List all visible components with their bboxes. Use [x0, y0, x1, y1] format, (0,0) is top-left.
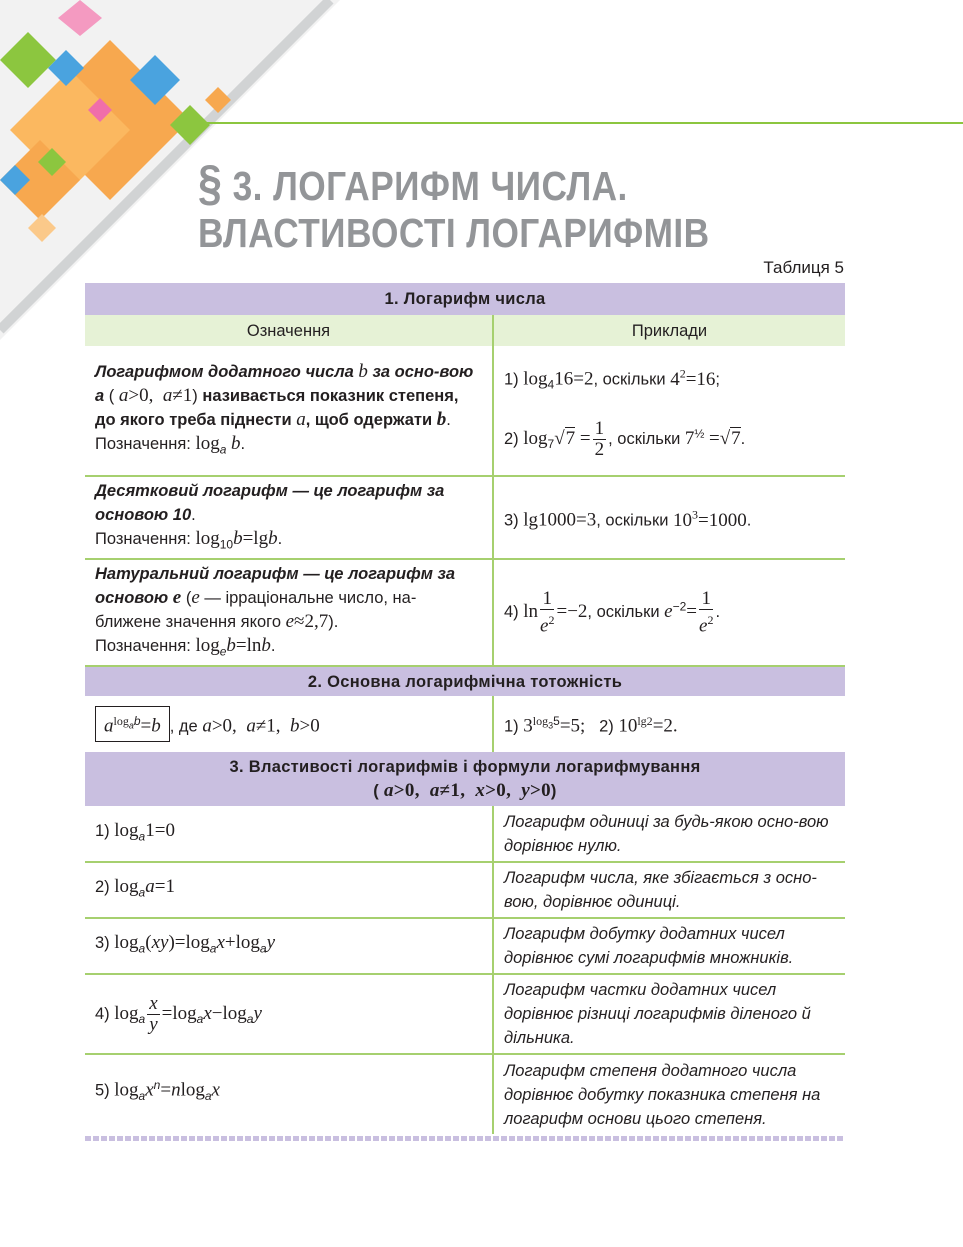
- definition-natural-log: Натуральний логарифм — це логарифм за основою e (e — ірраціональне число, на-ближене значення якого e≈2,7). Позначення: $\log_eb=\ln b$.: [85, 559, 493, 666]
- definition-logarithm: Логарифмом додатного числа b за осно-вою a ( a>0, a≠1) називається показник степеня, до якого треба піднести a, щоб одержати b. Позначення: $\log_a b$.: [85, 346, 493, 476]
- property-3-description: Логарифм добутку додатних чисел дорівнює сумі логарифмів множників.: [493, 918, 845, 974]
- property-2-description: Логарифм числа, яке збігається з осно-вою, дорівнює одиниці.: [493, 862, 845, 918]
- property-2-formula: 2) $\log_aa=1$: [85, 862, 493, 918]
- title-line-1: 3. ЛОГАРИФМ ЧИСЛА.: [232, 163, 628, 209]
- logarithm-table: [85, 283, 845, 1134]
- example-natural-log: 4) ln $\frac{1}{e^2}$ =−2, оскільки $e^{-2}=$ $\frac{1}{e^2}$ .: [493, 559, 845, 666]
- basic-log-identity: $a^{log_ab}=b$ , де a>0, a≠1, b>0: [85, 696, 493, 752]
- column-definition-header: Означення: [85, 315, 493, 346]
- property-5-formula: 5) $\log_ax^n=nlog_ax$: [85, 1054, 493, 1134]
- column-examples-header: Приклади: [493, 315, 845, 346]
- example-decimal-log: 3) lg1000=3, оскільки $10^3=1000$.: [493, 476, 845, 559]
- examples-logarithm: 1) $\log_416=2$, оскільки $4^2=16$; 2) $\log_7√7$ = $\frac{1}{2}$ , оскільки $7^{\frac{1}{2}} =√7$.: [493, 346, 845, 476]
- identity-examples: 1) $3^{log_35}=5$; 2) $10^{lg2}=2$.: [504, 714, 678, 737]
- title-line-2: ВЛАСТИВОСТІ ЛОГАРИФМІВ: [198, 210, 710, 256]
- section-1-title: 1. Логарифм числа: [85, 283, 845, 315]
- section-3-title: 3. Властивості логарифмів і формули логарифмування ( a>0, a≠1, x>0, y>0): [85, 752, 845, 806]
- property-4-description: Логарифм частки додатних чисел дорівнює різниці логарифмів діленого й дільника.: [493, 974, 845, 1054]
- table-bottom-rule: [85, 1136, 845, 1141]
- property-1-formula: 1) $\log_a1=0$: [85, 806, 493, 862]
- definition-decimal-log: Десятковий логарифм — це логарифм за основою 10. Позначення: $\log_{10}b=\lg b$.: [85, 476, 493, 559]
- property-3-formula: 3) $\log_a(xy)=\log_ax+\log_ay$: [85, 918, 493, 974]
- property-4-formula: 4) $\log_a$ $\frac{x}{y}$ $=\log_ax-\log_ay$: [85, 974, 493, 1054]
- section-symbol: §: [198, 155, 223, 211]
- table-caption: Таблиця 5: [763, 258, 844, 277]
- section-2-title: 2. Основна логарифмічна тотожність: [85, 666, 845, 696]
- header-rule: [205, 122, 963, 124]
- page-title: [198, 155, 710, 257]
- property-1-description: Логарифм одиниці за будь-якою осно-вою дорівнює нулю.: [493, 806, 845, 862]
- property-5-description: Логарифм степеня додатного числа дорівнює добутку показника степеня на логарифм основи цього степеня.: [504, 1061, 821, 1128]
